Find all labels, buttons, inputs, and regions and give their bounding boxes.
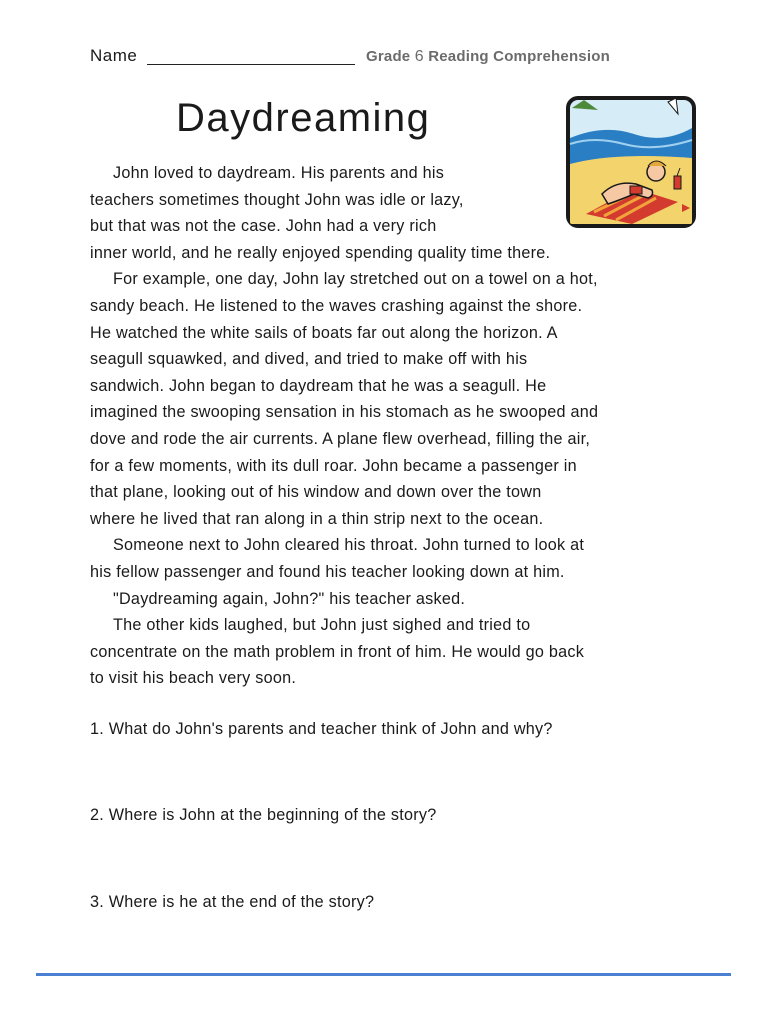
worksheet-title [366, 48, 610, 66]
story-line: dove and rode the air currents. A plane flew overhead, filling the air, [90, 429, 591, 448]
story-text [90, 160, 690, 692]
story-line: inner world, and he really enjoyed spending quality time there. [90, 243, 551, 262]
story-line: seagull squawked, and dived, and tried to make off with his [90, 350, 528, 369]
story-line: teachers sometimes thought John was idle or lazy, [90, 190, 464, 209]
story-line: John loved to daydream. His parents and his [113, 164, 445, 182]
story-line: The other kids laughed, but John just sighed and tried to [113, 616, 531, 635]
name-blank-line[interactable] [147, 64, 355, 65]
story-line: to visit his beach very soon. [90, 669, 297, 688]
story-line: "Daydreaming again, John?" his teacher asked. [113, 589, 466, 608]
question-2: 2. Where is John at the beginning of the story? [90, 806, 437, 824]
name-label: Name [90, 46, 138, 65]
question-3: 3. Where is he at the end of the story? [90, 893, 375, 911]
story-line: concentrate on the math problem in front of him. He would go back [90, 642, 585, 661]
story-line: imagined the swooping sensation in his stomach as he swooped and [90, 403, 599, 422]
story-line: sandwich. John began to daydream that he was a seagull. He [90, 376, 547, 395]
grade-word: Grade [366, 48, 411, 65]
worksheet-header [90, 46, 670, 72]
bottom-divider [36, 973, 731, 976]
story-line: his fellow passenger and found his teacher looking down at him. [90, 562, 565, 581]
question-1: 1. What do John's parents and teacher think of John and why? [90, 720, 553, 738]
story-line: For example, one day, John lay stretched out on a towel on a hot, [113, 270, 598, 289]
grade-number: 6 [414, 48, 424, 65]
subject-label: Reading Comprehension [428, 48, 610, 65]
story-line: He watched the white sails of boats far out along the horizon. A [90, 323, 558, 342]
story-line: for a few moments, with its dull roar. John became a passenger in [90, 456, 577, 475]
story-line: Someone next to John cleared his throat. John turned to look at [113, 536, 585, 555]
story-title: Daydreaming [176, 96, 431, 140]
story-line: but that was not the case. John had a very rich [90, 217, 437, 236]
story-line: that plane, looking out of his window and down over the town [90, 483, 542, 502]
story-line: sandy beach. He listened to the waves crashing against the shore. [90, 296, 583, 315]
story-line: where he lived that ran along in a thin strip next to the ocean. [90, 509, 544, 528]
